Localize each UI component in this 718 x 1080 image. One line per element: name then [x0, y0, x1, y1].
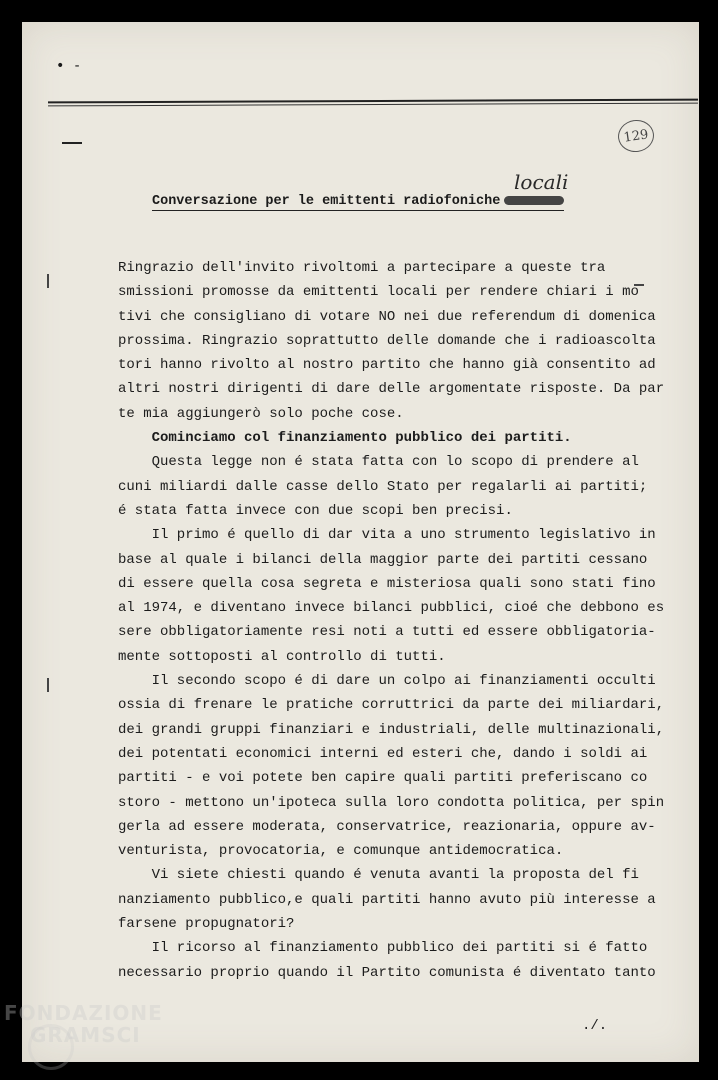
page-number-stamp: 129 [616, 118, 656, 155]
text-line: te mia aggiungerò solo poche cose. [118, 405, 404, 422]
corner-mark: • - [56, 58, 82, 74]
handwritten-note: locali [514, 170, 569, 194]
header-rule-secondary [48, 103, 698, 107]
text-line: dei grandi gruppi finanziari e industriali, delle multinazionali, [118, 721, 665, 738]
watermark-line-1: FONDAZIONE [4, 1001, 163, 1025]
text-line: sere obbligatoriamente resi noti a tutti ed essere obbligatoria- [118, 624, 656, 641]
title-text: Conversazione per le emittenti radiofoniche [152, 194, 501, 209]
text-line: base al quale i bilanci della maggior parte dei partiti cessano [118, 551, 648, 568]
watermark [4, 1002, 163, 1046]
document-page [22, 22, 699, 1062]
text-line: mente sottoposti al controllo di tutti. [118, 648, 446, 665]
letter-body [118, 256, 678, 985]
text-line: tivi che consigliano di votare NO nei due referendum di domenica [118, 308, 656, 325]
text-line: Vi siete chiesti quando é venuta avanti la proposta del fi [118, 867, 639, 884]
text-line: nanziamento pubblico,e quali partiti hanno avuto più interesse a [118, 891, 656, 908]
text-line: dei potentati economici interni ed esteri che, dando i soldi ai [118, 745, 648, 762]
text-line: venturista, provocatoria, e comunque antidemocratica. [118, 843, 564, 860]
text-line: é stata fatta invece con due scopi ben precisi. [118, 502, 513, 519]
text-line: Il secondo scopo é di dare un colpo ai finanziamenti occulti [118, 673, 656, 690]
text-line: Il ricorso al finanziamento pubblico dei partiti si é fatto [118, 940, 648, 957]
text-line: farsene propugnatori? [118, 916, 295, 933]
watermark-line-2: GRAMSCI [30, 1023, 141, 1047]
margin-tick [47, 678, 49, 692]
text-line: storo - mettono un'ipoteca sulla loro condotta politica, per spin [118, 794, 665, 811]
continuation-mark: ./. [582, 1018, 608, 1034]
margin-tick [47, 274, 49, 288]
text-line: ossia di frenare le pratiche corruttrici da parte dei miliardari, [118, 697, 665, 714]
text-line: Cominciamo col finanziamento pubblico dei partiti. [118, 430, 572, 447]
text-line: necessario proprio quando il Partito comunista é diventato tanto [118, 964, 656, 981]
text-line: al 1974, e diventano invece bilanci pubblici, cioé che debbono es [118, 600, 665, 617]
text-line: Ringrazio dell'invito rivoltomi a partecipare a queste tra [118, 260, 606, 276]
document-title [152, 194, 564, 211]
text-line: tori hanno rivolto al nostro partito che hanno già consentito ad [118, 357, 656, 374]
text-line: cuni miliardi dalle casse dello Stato per regalarli ai partiti; [118, 478, 648, 495]
text-line: Questa legge non é stata fatta con lo scopo di prendere al [118, 454, 639, 471]
text-line: smissioni promosse da emittenti locali per rendere chiari i mo [118, 284, 639, 301]
text-line: Il primo é quello di dar vita a uno strumento legislativo in [118, 527, 656, 544]
text-line: altri nostri dirigenti di dare delle argomentate risposte. Da par [118, 381, 665, 398]
text-line: partiti - e voi potete ben capire quali partiti preferiscano co [118, 770, 648, 787]
text-line: prossima. Ringrazio soprattutto delle domande che i radioascolta [118, 332, 656, 349]
text-line: di essere quella cosa segreta e misteriosa quali sono stati fino [118, 575, 656, 592]
margin-dash [62, 142, 82, 144]
text-line: gerla ad essere moderata, conservatrice, reazionaria, oppure av- [118, 818, 656, 835]
crossed-out-word [504, 196, 564, 205]
